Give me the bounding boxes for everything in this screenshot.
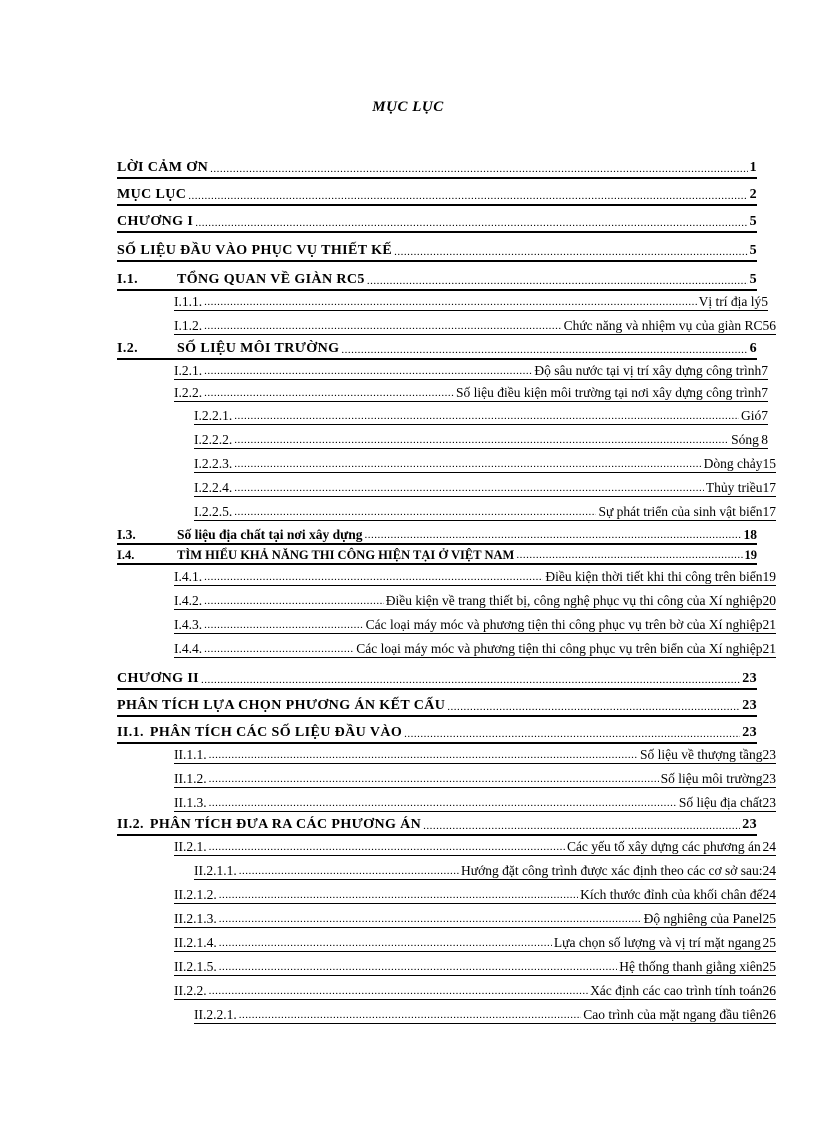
toc-entry-label: Xác định các cao trình tính toán [590,982,763,998]
toc-entry-page: 24 [762,838,776,854]
toc-dot-leader [201,675,740,686]
toc-entry-number: I.4.3. [174,616,203,632]
toc-entry-page: 2 [749,187,757,202]
toc-entry[interactable] [174,745,776,764]
toc-entry-page: 25 [762,910,776,926]
toc-entry-number: I.3. [117,526,136,542]
toc-entry-page: 23 [742,817,757,832]
toc-entry-label: Điều kiện thời tiết khi thi công trên biển [545,568,763,584]
toc-entry-page: 26 [762,1006,776,1022]
toc-entry-number: I.2.2.2. [194,431,233,447]
toc-entry-page: 7 [761,384,768,400]
toc-entry-page: 24 [762,862,776,878]
toc-entry-page: 21 [762,640,776,656]
toc-entry-page: 23 [762,770,776,786]
toc-entry-number: I.4.4. [174,640,203,656]
toc-dot-leader [234,507,596,518]
toc-entry-page: 5 [749,272,757,287]
toc-entry-page: 21 [762,616,776,632]
toc-dot-leader [204,572,543,583]
toc-entry[interactable] [174,591,776,610]
toc-entry-page: 19 [744,547,757,562]
toc-entry-number: II.2. [117,817,144,832]
toc-entry[interactable] [174,292,768,311]
toc-entry-page: 26 [762,982,776,998]
toc-entry-label: TỔNG QUAN VỀ GIÀN RC5 [177,272,365,287]
toc-entry-number: II.2.1.1. [194,862,237,878]
toc-dot-leader [204,596,384,607]
toc-dot-leader [204,644,354,655]
toc-entry-page: 23 [742,698,757,713]
toc-dot-leader [219,914,642,925]
toc-entry[interactable] [117,340,757,360]
toc-entry-number: II.2.2.1. [194,1006,237,1022]
toc-entry[interactable] [194,430,768,449]
toc-entry-label: PHÂN TÍCH LỰA CHỌN PHƯƠNG ÁN KẾT CẤU [117,698,446,713]
toc-entry-number: II.1.2. [174,770,207,786]
toc-dot-leader [365,530,742,541]
toc-dot-leader [204,297,697,308]
toc-entry-label: Dòng chảy [703,455,763,471]
toc-entry-number: II.2.1.5. [174,958,217,974]
toc-entry[interactable] [174,615,776,634]
document-title: MỤC LỤC [372,99,444,115]
toc-entry-label: Lựa chọn số lượng và vị trí mặt ngang [553,934,761,950]
toc-entry[interactable] [174,885,776,904]
toc-entry-label: PHÂN TÍCH ĐƯA RA CÁC PHƯƠNG ÁN [149,817,422,832]
toc-entry-label: Các loại máy móc và phương tiện thi công phục vụ trên bờ của Xí nghiệp [365,616,763,632]
toc-dot-leader [219,962,618,973]
toc-dot-leader [209,842,565,853]
toc-entry[interactable] [174,639,776,658]
toc-entry-page: 17 [762,503,776,519]
toc-entry-number: I.2.2.5. [194,503,233,519]
toc-entry[interactable] [174,769,776,788]
toc-entry[interactable] [117,724,757,744]
toc-dot-leader [209,750,638,761]
toc-entry-label: Hướng đặt công trình được xác định theo các cơ sở sau: [461,862,763,878]
toc-entry[interactable] [174,933,776,952]
toc-entry-page: 25 [762,934,776,950]
toc-entry-page: 15 [762,455,776,471]
toc-entry-number: I.1.1. [174,293,203,309]
toc-entry-label: Sóng [731,431,759,447]
toc-entry[interactable] [117,242,757,262]
toc-entry[interactable] [174,361,768,380]
toc-entry-number: II.1. [117,725,144,740]
toc-entry-label: SỐ LIỆU MÔI TRƯỜNG [177,341,340,356]
toc-entry-page: 1 [749,160,757,175]
toc-entry-number: I.1. [117,272,139,287]
toc-entry[interactable] [174,793,776,812]
toc-entry-label: Số liệu về thượng tầng [640,746,763,762]
toc-entry-label: Số liệu môi trường [660,770,763,786]
toc-entry-number: I.2. [117,341,139,356]
toc-entry-page: 5 [749,243,757,258]
toc-dot-leader [219,890,578,901]
toc-entry-page: 23 [742,671,757,686]
toc-dot-leader [210,164,747,175]
toc-entry[interactable] [117,545,757,565]
toc-entry-number: I.4. [117,547,135,562]
toc-entry-number: I.2.2. [174,384,203,400]
toc-entry-page: 7 [761,362,768,378]
toc-dot-leader [234,435,729,446]
toc-dot-leader [209,774,659,785]
toc-entry-label: Thủy triều [705,479,763,495]
toc-entry[interactable] [174,567,776,586]
toc-entry[interactable] [117,697,757,717]
toc-entry-page: 6 [769,317,776,333]
toc-dot-leader [209,798,677,809]
toc-entry[interactable] [194,406,768,425]
toc-entry-label: Số liệu điều kiện môi trường tại nơi xây dựng công trình [456,384,762,400]
toc-entry[interactable] [194,478,776,497]
toc-entry[interactable] [194,1005,776,1024]
toc-entry[interactable] [174,981,776,1000]
toc-entry-page: 8 [761,431,768,447]
toc-entry[interactable] [117,816,757,836]
toc-entry-page: 24 [762,886,776,902]
toc-dot-leader [204,321,561,332]
toc-dot-leader [209,986,588,997]
toc-entry-number: II.2.1.2. [174,886,217,902]
toc-entry-number: I.4.2. [174,592,203,608]
toc-entry-label: Vị trí địa lý [698,293,762,309]
toc-entry-page: 23 [762,746,776,762]
toc-entry[interactable] [194,861,776,880]
toc-entry-number: I.2.2.3. [194,455,233,471]
toc-dot-leader [204,620,364,631]
toc-entry-label: MỤC LỤC [117,187,187,202]
toc-entry-label: Hệ thống thanh giằng xiên [619,958,763,974]
toc-entry-label: Chức năng và nhiệm vụ của giàn RC5 [563,317,770,333]
toc-entry-page: 5 [749,214,757,229]
toc-entry[interactable] [117,271,757,291]
toc-dot-leader [404,729,740,740]
toc-entry-label: Các yếu tố xây dựng các phương án [566,838,761,854]
toc-entry-number: II.2.1.3. [174,910,217,926]
toc-entry-label: SỐ LIỆU ĐẦU VÀO PHỤC VỤ THIẾT KẾ [117,243,393,258]
toc-entry-number: I.2.2.1. [194,407,233,423]
toc-entry[interactable] [174,383,768,402]
toc-dot-leader [394,247,747,258]
toc-entry-page: 7 [761,407,768,423]
toc-entry-label: Các loại máy móc và phương tiện thi công phục vụ trên biển của Xí nghiệp [356,640,763,656]
toc-dot-leader [341,345,747,356]
toc-entry-label: Số liệu địa chất [678,794,763,810]
toc-dot-leader [219,938,552,949]
toc-entry[interactable] [117,213,757,233]
toc-entry-page: 25 [762,958,776,974]
toc-dot-leader [516,550,742,561]
toc-entry-page: 20 [762,592,776,608]
toc-entry-page: 19 [762,568,776,584]
toc-entry-number: II.1.1. [174,746,207,762]
toc-entry-label: Số liệu địa chất tại nơi xây dựng [177,526,363,542]
toc-entry-label: Độ sâu nước tại vị trí xây dựng công trình [534,362,762,378]
toc-entry-label: TÌM HIỂU KHẢ NĂNG THI CÔNG HIỆN TẠI Ở VIỆT NAM [177,547,515,562]
toc-entry-number: II.2.1.4. [174,934,217,950]
toc-entry-label: PHÂN TÍCH CÁC SỐ LIỆU ĐẦU VÀO [149,725,403,740]
toc-dot-leader [195,218,747,229]
toc-dot-leader [367,276,748,287]
toc-entry-page: 23 [762,794,776,810]
toc-entry-label: Điều kiện về trang thiết bị, công nghệ phục vụ thi công của Xí nghiệp [385,592,763,608]
toc-entry-label: CHƯƠNG I [117,214,194,229]
toc-entry[interactable] [117,525,757,545]
toc-entry-number: II.2.2. [174,982,207,998]
toc-entry-page: 18 [743,526,757,542]
toc-entry[interactable] [174,957,776,976]
toc-entry[interactable] [117,159,757,179]
toc-entry[interactable] [174,837,776,856]
toc-entry[interactable] [174,909,776,928]
toc-entry-number: I.1.2. [174,317,203,333]
toc-dot-leader [188,191,747,202]
toc-dot-leader [234,459,701,470]
toc-entry-number: II.1.3. [174,794,207,810]
toc-entry[interactable] [117,670,757,690]
toc-dot-leader [239,1010,582,1021]
toc-dot-leader [447,702,740,713]
toc-entry-page: 6 [749,341,757,356]
toc-entry-label: CHƯƠNG II [117,671,200,686]
toc-dot-leader [234,483,704,494]
toc-dot-leader [204,388,454,399]
toc-entry-number: I.2.1. [174,362,203,378]
toc-entry[interactable] [117,186,757,206]
toc-entry[interactable] [174,316,776,335]
toc-entry-label: LỜI CẢM ƠN [117,160,209,175]
toc-entry[interactable] [194,454,776,473]
toc-entry-label: Kích thước đỉnh của khối chân đế [580,886,763,902]
toc-dot-leader [423,821,740,832]
toc-entry-label: Độ nghiêng của Panel [643,910,763,926]
toc-dot-leader [234,411,739,422]
toc-entry-label: Sự phát triển của sinh vật biển [598,503,763,519]
toc-dot-leader [239,866,459,877]
toc-entry-number: I.2.2.4. [194,479,233,495]
toc-dot-leader [204,366,532,377]
toc-entry-page: 17 [762,479,776,495]
toc-entry-page: 23 [742,725,757,740]
toc-entry-label: Cao trình của mặt ngang đầu tiên [583,1006,763,1022]
toc-entry[interactable] [194,502,776,521]
toc-entry-label: Gió [741,407,762,423]
toc-entry-page: 5 [761,293,768,309]
toc-entry-number: II.2.1. [174,838,207,854]
toc-entry-number: I.4.1. [174,568,203,584]
